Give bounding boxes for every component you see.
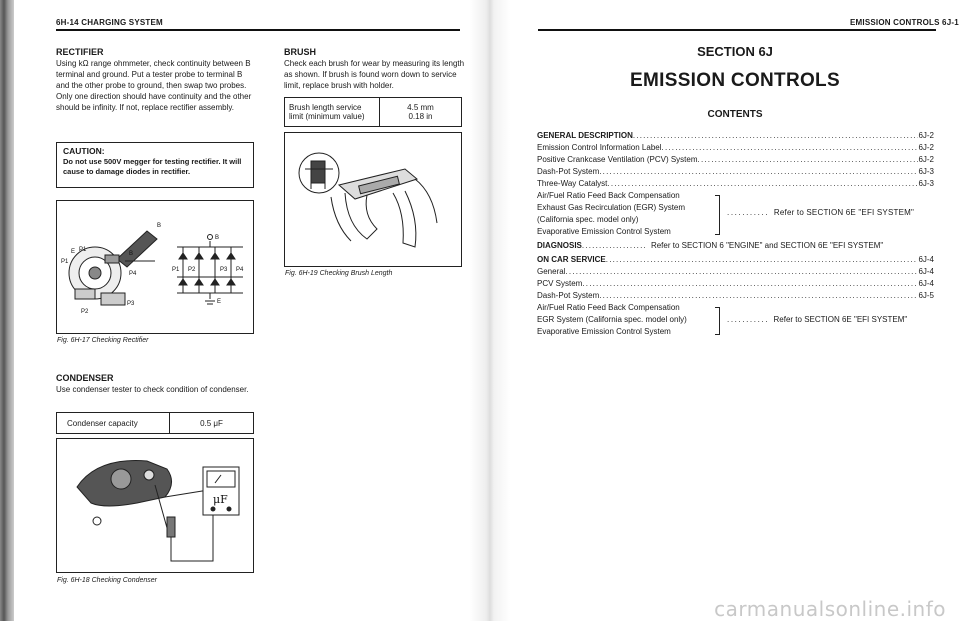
caution-text: Do not use 500V megger for testing rectifier. It will cause to damage diodes in rectifier. — [63, 157, 242, 176]
toc-group1-reference-text: Refer to SECTION 6E "EFI SYSTEM" — [773, 208, 915, 217]
right-header-rule — [538, 29, 936, 31]
toc-entry[interactable] — [537, 143, 934, 154]
toc-group1-item[interactable]: Evaporative Emission Control System — [537, 227, 671, 236]
figure-checking-rectifier — [56, 200, 254, 334]
caption-fig-6h18: Fig. 6H-18 Checking Condenser — [57, 577, 157, 584]
toc-leader — [565, 267, 918, 278]
rectifier-text: Using kΩ range ohmmeter, check continuity between B terminal and ground. Put a tester probe to terminal B and the other probe to ground, then swap two probes. Only one direction should have continuity and the other should be infinity. If not, replace rectifier assembly. — [56, 59, 252, 112]
toc-group2-bracket — [715, 307, 720, 335]
toc-group1-reference[interactable]: ........... Refer to SECTION 6E "EFI SYSTEM" — [727, 208, 915, 217]
toc-entry-page: 6J-3 — [918, 167, 934, 176]
toc-leader — [607, 179, 918, 190]
toc-leader — [633, 131, 919, 142]
toc-entry[interactable] — [537, 279, 934, 290]
toc-entry-label: PCV System — [537, 279, 583, 288]
schematic-label-p3: P3 — [220, 267, 228, 273]
toc-entry[interactable] — [537, 155, 934, 166]
brush-spec-table — [284, 97, 462, 127]
toc-entry-label: Positive Crankcase Ventilation (PCV) System — [537, 155, 698, 164]
table-of-contents — [537, 131, 937, 351]
fig-label-p4: P4 — [129, 271, 137, 277]
caption-fig-6h19: Fig. 6H-19 Checking Brush Length — [285, 270, 393, 277]
section-number: SECTION 6J — [697, 44, 773, 59]
toc-entry-label: Dash-Pot System — [537, 291, 600, 300]
figure-checking-brush-length — [284, 132, 462, 267]
fig-label-e-schematic: E — [217, 299, 222, 305]
toc-entry-page: 6J-2 — [918, 155, 934, 164]
right-page-header: EMISSION CONTROLS 6J-1 — [850, 18, 959, 27]
toc-group1-bracket — [715, 195, 720, 235]
toc-entry-page: 6J-3 — [918, 179, 934, 188]
meter-unit-label: μF — [213, 493, 228, 506]
schematic-label-p2: P2 — [188, 267, 196, 273]
toc-entry-label: Dash-Pot System — [537, 167, 600, 176]
toc-entry-label: General — [537, 267, 566, 276]
toc-leader — [662, 143, 919, 154]
toc-group2-reference-text: Refer to SECTION 6E "EFI SYSTEM" — [773, 315, 908, 324]
toc-group2-item[interactable]: Air/Fuel Ratio Feed Back Compensation — [537, 303, 680, 312]
toc-entry[interactable] — [537, 131, 934, 142]
brush-spec-label-line2: limit (minimum value) — [289, 112, 365, 121]
toc-entry-page: 6J-5 — [918, 291, 934, 300]
brush-spec-value-in: 0.18 in — [408, 112, 433, 121]
book-binding-edge — [0, 0, 14, 621]
brush-text: Check each brush for wear by measuring its length as shown. If brush is found worn down to service limit, replace brush with holder. — [284, 59, 465, 90]
contents-heading: CONTENTS — [707, 109, 763, 120]
fig-label-p2: P2 — [81, 309, 89, 315]
toc-group2-item[interactable]: EGR System (California spec. model only) — [537, 315, 687, 324]
toc-entry-label: ON CAR SERVICE — [537, 255, 606, 264]
toc-diagnosis-reference: Refer to SECTION 6 "ENGINE" and SECTION 6E "EFI SYSTEM" — [650, 241, 884, 250]
caption-fig-6h17: Fig. 6H-17 Checking Rectifier — [57, 337, 149, 344]
toc-group2-item[interactable]: Evaporative Emission Control System — [537, 327, 671, 336]
toc-entry-page: 6J-4 — [918, 279, 934, 288]
section-title: EMISSION CONTROLS — [630, 70, 840, 91]
toc-leader — [582, 279, 918, 290]
condenser-spec-value: 0.5 μF — [200, 418, 223, 428]
condenser-heading: CONDENSER — [56, 373, 114, 383]
caution-title: CAUTION: — [63, 146, 105, 156]
brush-spec-value-mm: 4.5 mm — [407, 103, 434, 112]
toc-leader — [599, 167, 918, 178]
watermark-text: carmanualsonline.info — [714, 597, 946, 621]
toc-leader — [698, 155, 919, 166]
toc-entry[interactable] — [537, 179, 934, 190]
toc-entry-label: Three-Way Catalyst — [537, 179, 608, 188]
toc-group1-item[interactable]: Exhaust Gas Recirculation (EGR) System — [537, 203, 686, 212]
condenser-text: Use condenser tester to check condition of condenser. — [56, 385, 249, 394]
fig-label-e: E — [71, 249, 76, 255]
toc-entry-label: GENERAL DESCRIPTION — [537, 131, 633, 140]
schematic-label-p4: P4 — [236, 267, 244, 273]
fig-label-p3: P3 — [127, 301, 135, 307]
rectifier-heading: RECTIFIER — [56, 47, 104, 57]
toc-diagnosis-entry[interactable] — [537, 241, 934, 252]
left-header-rule — [56, 29, 460, 31]
page-gutter — [470, 0, 510, 621]
toc-entry-page: 6J-4 — [918, 267, 934, 276]
fig-label-b-schematic: B — [215, 235, 220, 241]
fig-label-p1-2: P1 — [61, 259, 69, 265]
left-page-header: 6H-14 CHARGING SYSTEM — [56, 18, 163, 27]
toc-entry[interactable] — [537, 291, 934, 302]
brush-spec-label-line1: Brush length service — [289, 103, 362, 112]
fig-label-b-2: B — [129, 251, 134, 257]
condenser-spec-label: Condenser capacity — [57, 413, 170, 433]
toc-entry-page: 6J-2 — [918, 143, 934, 152]
toc-leader: ................... — [581, 241, 647, 250]
toc-leader — [606, 255, 919, 266]
toc-diagnosis-label: DIAGNOSIS — [537, 241, 582, 250]
toc-entry-label: Emission Control Information Label — [537, 143, 662, 152]
toc-entry[interactable] — [537, 255, 934, 266]
brush-heading: BRUSH — [284, 47, 317, 57]
figure-checking-condenser — [56, 438, 254, 573]
schematic-label-p1: P1 — [172, 267, 180, 273]
toc-leader — [599, 291, 918, 302]
toc-entry-page: 6J-4 — [918, 255, 934, 264]
toc-group2-reference[interactable]: ........... Refer to SECTION 6E "EFI SYSTEM" — [727, 315, 908, 324]
toc-group1-item[interactable]: (California spec. model only) — [537, 215, 639, 224]
toc-entry-page: 6J-2 — [918, 131, 934, 140]
caution-box — [56, 142, 254, 188]
toc-entry[interactable] — [537, 267, 934, 278]
brush-spec-label-cell — [285, 98, 380, 126]
fig-label-p1: P1 — [79, 247, 87, 253]
condenser-spec-table — [56, 412, 254, 434]
fig-label-b: B — [157, 223, 162, 229]
toc-entry[interactable] — [537, 167, 934, 178]
toc-group1-item[interactable]: Air/Fuel Ratio Feed Back Compensation — [537, 191, 680, 200]
brush-spec-value-cell — [380, 98, 461, 126]
